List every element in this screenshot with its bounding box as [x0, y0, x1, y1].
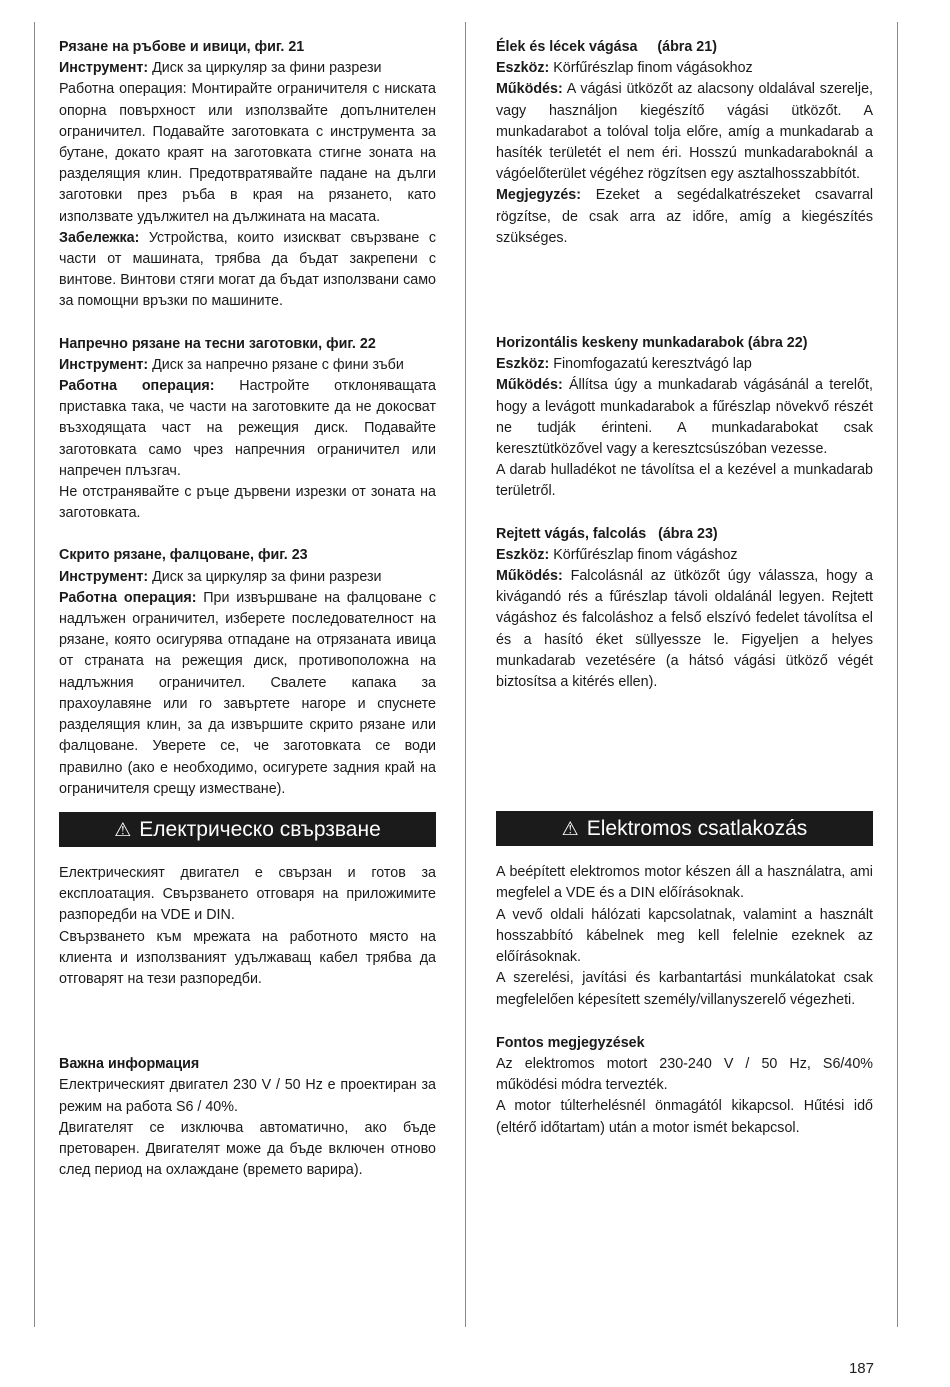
extra-note-fig22-hu: A darab hulladékot ne távolítsa el a kezével a munkadarab területről.	[496, 462, 873, 500]
operation-label: Работна операция:	[59, 378, 215, 395]
section-title-fig21-bg: Рязане на ръбове и ивици, фиг. 21	[59, 39, 305, 55]
tool-text: Диск за циркуляр за фини разрези	[148, 568, 382, 585]
left-column-bulgarian	[59, 37, 436, 1181]
note-text: Ezeket a segédalkatrészeket csavarral rögzítse, de csak arra az időre, amíg a kiegészítés szükséges.	[496, 187, 873, 246]
operation-text: Falcolásnál az ütközőt úgy válassza, hogy a kivágandó rés a fűrészlap távoli oldalánál legyen. Rejtett vágáshoz és falcoláshoz a felső elszívó fedelet távolítsa el és a hasító éket süllyessze le. Figyeljen a helyes munkadarab vezetésére (a hátsó vágási ütköző végét biztosítsa a kitérés ellen).	[496, 568, 873, 691]
tool-line-fig21-bg	[59, 58, 436, 79]
operation-text-fig21-bg: Работна операция: Монтирайте ограничителя с ниската опорна повърхност или използвайте допълнителен ограничител. Подавайте заготовката с инструмента за бутане, докато краят на заготовката стигне зоната на разделящия клин. Предотвратявайте падане на дълги заготовки през ръба в края на рязането, като използвате удължител на дължината на масата.	[59, 81, 436, 225]
tool-text: Finomfogazatú keresztvágó lap	[549, 356, 752, 373]
tool-label: Инструмент:	[59, 568, 149, 585]
tool-label: Eszköz:	[496, 546, 550, 563]
banner-title: Elektromos csatlakozás	[586, 817, 808, 841]
operation-text: A vágási ütközőt az alacsony oldalával szerelje, vagy használjon kiegészítő vágási ütközőt. A munkadarabot a tolóval tolja előre, amíg a munkadarab a hasíték területét el nem éri. Hosszú munkadaraboknál a vágóelőterület végéhez rögzítsen egy asztalhosszabbítót.	[496, 81, 873, 183]
electrical-connection-banner-bg	[59, 812, 436, 847]
important-info-p2-hu: A motor túlterhelésnél önmagától kikapcsol. Hűtési idő (eltérő időtartam) után a motor ismét bekapcsol.	[496, 1098, 873, 1136]
tool-label: Инструмент:	[59, 356, 149, 373]
tool-label: Инструмент:	[59, 60, 149, 77]
electrical-paragraph-3-hu: A szerelési, javítási és karbantartási munkálatokat csak megfelelően képesített személy/villanyszerelő végezheti.	[496, 970, 873, 1008]
note-fig21-bg	[59, 228, 436, 313]
tool-line-fig23-hu	[496, 545, 873, 566]
tool-line-fig23-bg	[59, 567, 436, 588]
operation-label: Működés:	[496, 377, 563, 394]
operation-label: Работна операция:	[59, 589, 197, 606]
tool-text: Диск за циркуляр за фини разрези	[148, 60, 382, 77]
electrical-paragraph-2-hu: A vevő oldali hálózati kapcsolatnak, valamint a használt hosszabbító kábelnek meg kell felelnie ezeknek az előírásoknak.	[496, 906, 873, 966]
section-title-fig22-bg: Напречно рязане на тесни заготовки, фиг. 22	[59, 335, 376, 352]
warning-triangle-icon: ⚠	[114, 819, 132, 841]
note-fig21-hu	[496, 185, 873, 249]
important-info-p2-bg: Двигателят се изключва автоматично, ако бъде претоварен. Двигателят може да бъде включен отново след период на охлаждане (времето варира).	[59, 1119, 436, 1179]
note-text: Устройства, които изискват свързване с части от машината, трябва да бъдат закрепени с винтове. Винтови стяги могат да бъдат използвани само за помощни връзки по машините.	[59, 229, 436, 310]
tool-line-fig22-bg	[59, 355, 436, 376]
important-info-p1-bg: Електрическият двигател 230 V / 50 Hz е проектиран за режим на работа S6 / 40%.	[59, 1077, 436, 1115]
extra-note-fig22-bg: Не отстранявайте с ръце дървени изрезки от зоната на заготовката.	[59, 484, 436, 522]
important-info-p1-hu: Az elektromos motort 230-240 V / 50 Hz, S6/40% működési módra tervezték.	[496, 1055, 873, 1094]
operation-fig23-bg	[59, 588, 436, 800]
page-number: 187	[848, 1360, 874, 1377]
section-title-fig21-hu: Élek és lécek vágása (ábra 21)	[496, 39, 717, 55]
section-title-fig23-bg: Скрито рязане, фалцоване, фиг. 23	[59, 547, 308, 564]
operation-text: При извършване на фалцоване с надлъжен ограничител, изберете последователност на рязане, която осигурява отпадане на отрязаната ивица от страната на режещия диск, противоположна на надлъжния ограничител. Свалете капака за прахоулавяне или го завъртете нагоре и спуснете разделящия клин, за да извършите скрито рязане или фалцоване. Уверете се, че заготовката се води правилно (ако е необходимо, осигурете задния край на ограничителя срещу изместване).	[59, 589, 436, 797]
operation-fig22-bg	[59, 376, 436, 482]
tool-text: Körfűrészlap finom vágásokhoz	[549, 60, 753, 77]
operation-label: Működés:	[496, 81, 563, 98]
center-column-rule	[465, 22, 466, 1327]
operation-fig22-hu	[496, 375, 873, 460]
operation-fig21-hu	[496, 79, 873, 185]
right-margin-rule	[897, 22, 898, 1327]
note-label: Megjegyzés:	[496, 187, 582, 204]
warning-triangle-icon: ⚠	[561, 819, 579, 841]
operation-label: Működés:	[496, 568, 563, 585]
operation-fig23-hu	[496, 566, 873, 693]
electrical-paragraph-1-hu: A beépített elektromos motor készen áll a használatra, ami megfelel a VDE és a DIN előírásoknak.	[496, 864, 873, 902]
electrical-connection-banner-hu	[496, 811, 873, 846]
operation-text: Настройте отклоняващата приставка така, че части на заготовките да не докосват възходящата част на режещия диск. Подавайте заготовката само чрез напречния ограничител или напречен плъзгач.	[59, 378, 436, 479]
tool-text: Диск за напречно рязане с фини зъби	[148, 356, 404, 373]
important-info-title-hu: Fontos megjegyzések	[496, 1034, 645, 1051]
section-title-fig23-hu: Rejtett vágás, falcolás (ábra 23)	[496, 525, 718, 542]
section-title-fig22-hu: Horizontális keskeny munkadarabok (ábra 22)	[496, 335, 808, 352]
tool-line-fig22-hu	[496, 354, 873, 375]
important-info-title-bg: Важна информация	[59, 1056, 200, 1073]
left-margin-rule	[34, 22, 35, 1327]
right-column-hungarian	[496, 37, 873, 1139]
tool-label: Eszköz:	[496, 60, 550, 77]
note-label: Забележка:	[59, 229, 140, 246]
electrical-paragraph-1-bg: Електрическият двигател е свързан и готов за експлоатация. Свързването отговаря на приложимите разпоредби на VDE и DIN.	[59, 864, 436, 924]
tool-text: Körfűrészlap finom vágáshoz	[549, 546, 738, 563]
banner-title: Електрическо свързване	[139, 817, 381, 841]
operation-text: Állítsa úgy a munkadarab vágásánál a terelőt, hogy a levágott munkadarabok a fűrészlap növekvő részét ne tudják érinteni. A munkadarabokat csak keresztütközővel vagy a keresztcsúszóban vezesse.	[496, 377, 873, 458]
tool-line-fig21-hu	[496, 58, 873, 79]
electrical-paragraph-2-bg: Свързването към мрежата на работното място на клиента и използваният удължаващ кабел трябва да отговарят на тези разпоредби.	[59, 928, 436, 987]
tool-label: Eszköz:	[496, 356, 550, 373]
